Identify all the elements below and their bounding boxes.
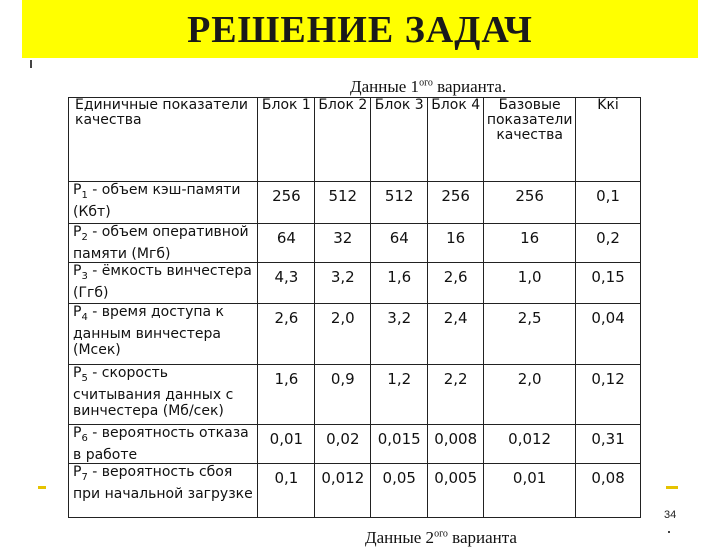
cell-value: 1,6 — [371, 262, 428, 303]
cell-value: 1,6 — [258, 364, 315, 424]
cell-value: 2,0 — [315, 303, 371, 364]
row-label — [69, 303, 258, 364]
header-kki: Kкi — [576, 98, 641, 182]
header-block-4: Блок 4 — [428, 98, 484, 182]
cell-value: 256 — [428, 182, 484, 224]
cell-value: 2,2 — [428, 364, 484, 424]
caption-suffix: варианта. — [432, 77, 507, 96]
param-description: - ёмкость винчестера (Ггб) — [73, 262, 252, 301]
cell-value: 0,04 — [576, 303, 641, 364]
row-label — [69, 463, 258, 517]
cell-value: 2,0 — [484, 364, 576, 424]
cell-value: 4,3 — [258, 262, 315, 303]
cell-value: 2,6 — [428, 262, 484, 303]
cell-value: 2,4 — [428, 303, 484, 364]
cell-value: 0,015 — [371, 424, 428, 463]
header-block-3: Блок 3 — [371, 98, 428, 182]
yellow-dash-right — [666, 486, 678, 489]
cell-value: 64 — [258, 224, 315, 263]
cell-value: 256 — [484, 182, 576, 224]
cell-value: 2,5 — [484, 303, 576, 364]
cell-value: 0,012 — [484, 424, 576, 463]
cell-value: 0,05 — [371, 463, 428, 517]
table-row — [69, 303, 641, 364]
caption2-prefix: Данные 2 — [365, 528, 435, 547]
header-block-2: Блок 2 — [315, 98, 371, 182]
param-symbol: P — [73, 303, 82, 320]
cell-value: 0,12 — [576, 364, 641, 424]
param-index: 5 — [81, 372, 88, 384]
title-bar — [22, 0, 698, 58]
table-row — [69, 424, 641, 463]
cell-value: 0,08 — [576, 463, 641, 517]
param-index: 3 — [81, 270, 88, 282]
header-row — [69, 98, 641, 182]
cell-value: 0,1 — [258, 463, 315, 517]
row-label — [69, 262, 258, 303]
cell-value: 512 — [315, 182, 371, 224]
cell-value: 0,1 — [576, 182, 641, 224]
cell-value: 3,2 — [371, 303, 428, 364]
header-base: Базовые показатели качества — [484, 98, 576, 182]
caption-prefix: Данные 1 — [350, 77, 420, 96]
page-number: 34 — [664, 509, 677, 521]
cell-value: 1,0 — [484, 262, 576, 303]
row-label — [69, 224, 258, 263]
cell-value: 0,008 — [428, 424, 484, 463]
cell-value: 256 — [258, 182, 315, 224]
table-caption — [350, 77, 506, 97]
page-dot — [668, 531, 670, 533]
cell-value: 0,01 — [258, 424, 315, 463]
caption2-suffix: варианта — [447, 528, 517, 547]
param-symbol: P — [73, 224, 82, 240]
param-description: - вероятность сбоя при начальной загрузке — [73, 463, 253, 502]
table-row — [69, 182, 641, 224]
row-label — [69, 424, 258, 463]
cell-value: 0,02 — [315, 424, 371, 463]
yellow-dash-left — [38, 486, 46, 489]
param-index: 6 — [81, 432, 88, 444]
cell-value: 0,005 — [428, 463, 484, 517]
cell-value: 16 — [428, 224, 484, 263]
param-description: - скорость считывания данных с винчестера (Мб/сек) — [73, 364, 234, 419]
row-label — [69, 182, 258, 224]
param-index: 4 — [81, 311, 88, 323]
table-row — [69, 463, 641, 517]
table-body — [69, 182, 641, 518]
header-block-1: Блок 1 — [258, 98, 315, 182]
cell-value: 64 — [371, 224, 428, 263]
caption-sup: ого — [419, 77, 433, 89]
table-row — [69, 364, 641, 424]
header-indicators: Единичные показатели качества — [69, 98, 258, 182]
cell-value: 512 — [371, 182, 428, 224]
param-description: - вероятность отказа в работе — [73, 424, 249, 463]
param-symbol: P — [73, 463, 82, 480]
param-index: 2 — [81, 231, 88, 243]
param-symbol: P — [73, 424, 82, 441]
table-caption-2 — [365, 528, 517, 548]
table-row — [69, 224, 641, 263]
param-description: - время доступа к данным винчестера (Мсек) — [73, 303, 224, 358]
param-description: - объем кэш-памяти (Кбт) — [73, 182, 241, 220]
cell-value: 32 — [315, 224, 371, 263]
cell-value: 0,15 — [576, 262, 641, 303]
caption2-sup: ого — [434, 528, 448, 540]
cell-value: 0,01 — [484, 463, 576, 517]
table-row — [69, 262, 641, 303]
row-label — [69, 364, 258, 424]
cell-value: 3,2 — [315, 262, 371, 303]
cell-value: 1,2 — [371, 364, 428, 424]
left-tick — [30, 60, 32, 68]
cell-value: 16 — [484, 224, 576, 263]
param-description: - объем оперативной памяти (Мгб) — [73, 224, 249, 262]
param-symbol: P — [73, 182, 82, 198]
cell-value: 0,9 — [315, 364, 371, 424]
param-symbol: P — [73, 262, 82, 279]
cell-value: 0,012 — [315, 463, 371, 517]
quality-table — [68, 97, 641, 518]
slide-title: РЕШЕНИЕ ЗАДАЧ — [187, 9, 533, 51]
param-index: 7 — [81, 471, 88, 483]
cell-value: 0,2 — [576, 224, 641, 263]
cell-value: 2,6 — [258, 303, 315, 364]
param-symbol: P — [73, 364, 82, 381]
cell-value: 0,31 — [576, 424, 641, 463]
param-index: 1 — [81, 189, 88, 201]
